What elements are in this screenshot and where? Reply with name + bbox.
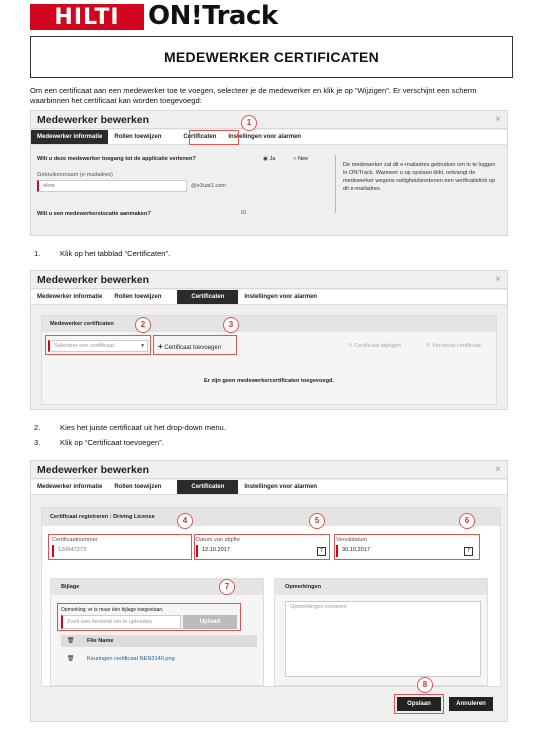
certificates-panel bbox=[41, 315, 497, 405]
register-title: Certificaat registreren : Driving License bbox=[50, 514, 155, 520]
info-text: De medewerker zal dit e-mailadres gebruiken om in te loggen in ON!Track. Wanneer u op opslaan klikt, ontvangt de medewerker wegens veiligheidsredenen een verificatielink op dit e-mailadres. bbox=[343, 162, 496, 192]
radio-yes-label: Ja bbox=[269, 156, 276, 162]
highlight-issue-date bbox=[194, 534, 330, 560]
access-question: Wilt u deze medewerker toegang tot de applicatie verlenen? bbox=[37, 156, 196, 162]
page-title-text: MEDEWERKER CERTIFICATEN bbox=[163, 49, 380, 65]
issue-date-label: Datum van afgifte bbox=[196, 537, 240, 543]
tab-medewerker-informatie[interactable]: Medewerker informatie bbox=[31, 130, 108, 144]
username-label: Gebruikersnaam (e-mailadres) bbox=[37, 172, 113, 178]
attachment-note: Opmerking: er is maar één bijlage toegestaan. bbox=[61, 607, 164, 613]
close-icon[interactable]: × bbox=[495, 274, 501, 285]
calendar-icon[interactable]: 7 bbox=[464, 547, 473, 556]
marker-8: 8 bbox=[417, 677, 433, 693]
step-num: 1. bbox=[34, 249, 41, 258]
marker-5: 5 bbox=[309, 513, 325, 529]
section-title: Medewerker certificaten bbox=[50, 321, 114, 327]
highlight-select bbox=[45, 335, 151, 355]
divider bbox=[335, 155, 336, 213]
close-icon[interactable]: × bbox=[495, 464, 501, 475]
pencil-icon: ✎ bbox=[348, 343, 353, 349]
dialog-3 bbox=[30, 460, 508, 722]
highlight-cert-number bbox=[48, 534, 192, 560]
cert-number-input[interactable]: 120647273 bbox=[52, 545, 190, 557]
domain-suffix: @e3uat1.com bbox=[191, 183, 226, 189]
renew-certificate-button[interactable] bbox=[426, 343, 481, 349]
dialog-title-text: Medewerker bewerken bbox=[37, 114, 150, 126]
location-checkbox[interactable]: ☑ bbox=[241, 210, 247, 216]
tab-rollen[interactable]: Rollen toewijzen bbox=[114, 294, 162, 300]
tab-medewerker-informatie[interactable]: Medewerker informatie bbox=[37, 294, 103, 300]
step-text: Klik op het tabblad “Certificaten”. bbox=[60, 249, 171, 258]
select-placeholder: Selecteer een certificaat bbox=[54, 343, 115, 349]
dialog-1 bbox=[30, 110, 508, 236]
register-panel bbox=[41, 507, 501, 687]
highlight-upload bbox=[57, 603, 241, 631]
tab-rollen[interactable]: Rollen toewijzen bbox=[114, 134, 162, 140]
tab-certificaten[interactable]: Certificaten bbox=[177, 290, 238, 304]
step-num: 2. bbox=[34, 423, 41, 432]
step-1 bbox=[34, 249, 434, 259]
expiry-date-label: Vervaldatum bbox=[336, 537, 368, 543]
edit-certificate-label: Certificaat wijzigen bbox=[354, 343, 401, 349]
highlight-save bbox=[394, 694, 444, 714]
step-3 bbox=[34, 438, 434, 448]
empty-message: Er zijn geen medewerkercertificaten toegevoegd. bbox=[204, 378, 334, 384]
trash-icon[interactable]: 🗑 bbox=[67, 638, 75, 644]
refresh-icon: ↻ bbox=[426, 343, 431, 349]
dialog-title bbox=[31, 111, 507, 129]
step-2 bbox=[34, 423, 434, 433]
add-certificate-label: Certificaat toevoegen bbox=[164, 345, 222, 351]
tab-medewerker-informatie[interactable]: Medewerker informatie bbox=[37, 484, 103, 490]
step-num: 3. bbox=[34, 438, 41, 447]
file-name-header: File Name bbox=[87, 638, 114, 644]
attachment-title: Bijlage bbox=[61, 584, 80, 590]
tab-alarmen[interactable]: Instellingen voor alarmen bbox=[228, 134, 302, 140]
remarks-title: Opmerkingen bbox=[285, 584, 322, 590]
marker-1: 1 bbox=[241, 115, 257, 131]
close-icon[interactable]: × bbox=[495, 114, 501, 125]
tab-bar bbox=[31, 130, 507, 145]
radio-no[interactable]: ○ Nee bbox=[293, 156, 309, 162]
marker-7: 7 bbox=[219, 579, 235, 595]
highlight-certificaten-tab bbox=[189, 130, 239, 145]
cert-number-label: Certificaatnummer bbox=[52, 537, 98, 543]
chevron-down-icon: ▾ bbox=[141, 343, 144, 349]
dialog-2 bbox=[30, 270, 508, 410]
marker-4: 4 bbox=[177, 513, 193, 529]
highlight-expiry-date bbox=[334, 534, 480, 560]
product-name: ON!Track bbox=[148, 1, 278, 31]
marker-3: 3 bbox=[223, 317, 239, 333]
calendar-icon[interactable]: 7 bbox=[317, 547, 326, 556]
location-question: Wilt u een medewerkerslocatie aanmaken? bbox=[37, 211, 151, 217]
tab-bar bbox=[31, 480, 507, 495]
file-input[interactable]: Zoek een bestand om te uploaden bbox=[61, 615, 181, 629]
tab-certificaten[interactable]: Certificaten bbox=[177, 480, 238, 494]
remarks-textarea[interactable]: Opmerkingen invoeren bbox=[285, 601, 481, 677]
issue-date-input[interactable]: 12.10.2017 bbox=[196, 545, 328, 557]
step-text: Kies het juiste certificaat uit het drop-down menu. bbox=[60, 423, 226, 432]
tab-rollen[interactable]: Rollen toewijzen bbox=[114, 484, 162, 490]
file-link[interactable]: Keuringen certificaat NEN3140.png bbox=[87, 656, 175, 662]
tab-certificaten[interactable]: Certificaten bbox=[183, 134, 217, 140]
cancel-button[interactable]: Annuleren bbox=[449, 697, 493, 711]
dialog-title-text: Medewerker bewerken bbox=[37, 274, 150, 286]
tab-alarmen[interactable]: Instellingen voor alarmen bbox=[244, 294, 318, 300]
expiry-date-input[interactable]: 30.10.2017 bbox=[336, 545, 476, 557]
marker-2: 2 bbox=[135, 317, 151, 333]
dialog-title-text: Medewerker bewerken bbox=[37, 464, 150, 476]
upload-button[interactable]: Upload bbox=[183, 615, 237, 629]
radio-yes[interactable]: ◉ Ja bbox=[263, 156, 276, 162]
tab-alarmen[interactable]: Instellingen voor alarmen bbox=[244, 484, 318, 490]
username-input[interactable]: eline bbox=[37, 180, 187, 192]
dialog-title bbox=[31, 271, 507, 289]
step-text: Klik op “Certificaat toevoegen”. bbox=[60, 438, 164, 447]
attachment-panel bbox=[50, 578, 264, 686]
remarks-panel bbox=[274, 578, 488, 686]
dialog-title bbox=[31, 461, 507, 479]
hilti-logo: HILTI bbox=[30, 4, 144, 30]
intro-text: Om een certificaat aan een medewerker toe te voegen, selecteer je de medewerker en klik je op “Wijzigen”. Er verschijnt een scherm waarbinnen het certificaat kan worden toegevoegd: bbox=[30, 86, 477, 105]
edit-certificate-button[interactable] bbox=[348, 343, 401, 349]
plus-icon: + bbox=[158, 342, 163, 351]
page-title bbox=[30, 36, 513, 78]
tab-bar bbox=[31, 290, 507, 305]
radio-no-label: Nee bbox=[297, 156, 309, 162]
marker-6: 6 bbox=[459, 513, 475, 529]
save-button[interactable]: Opslaan bbox=[397, 697, 441, 711]
highlight-add-button bbox=[153, 335, 237, 355]
trash-icon[interactable]: 🗑 bbox=[67, 656, 75, 662]
renew-certificate-label: Vernieuw certificaat bbox=[432, 343, 481, 349]
